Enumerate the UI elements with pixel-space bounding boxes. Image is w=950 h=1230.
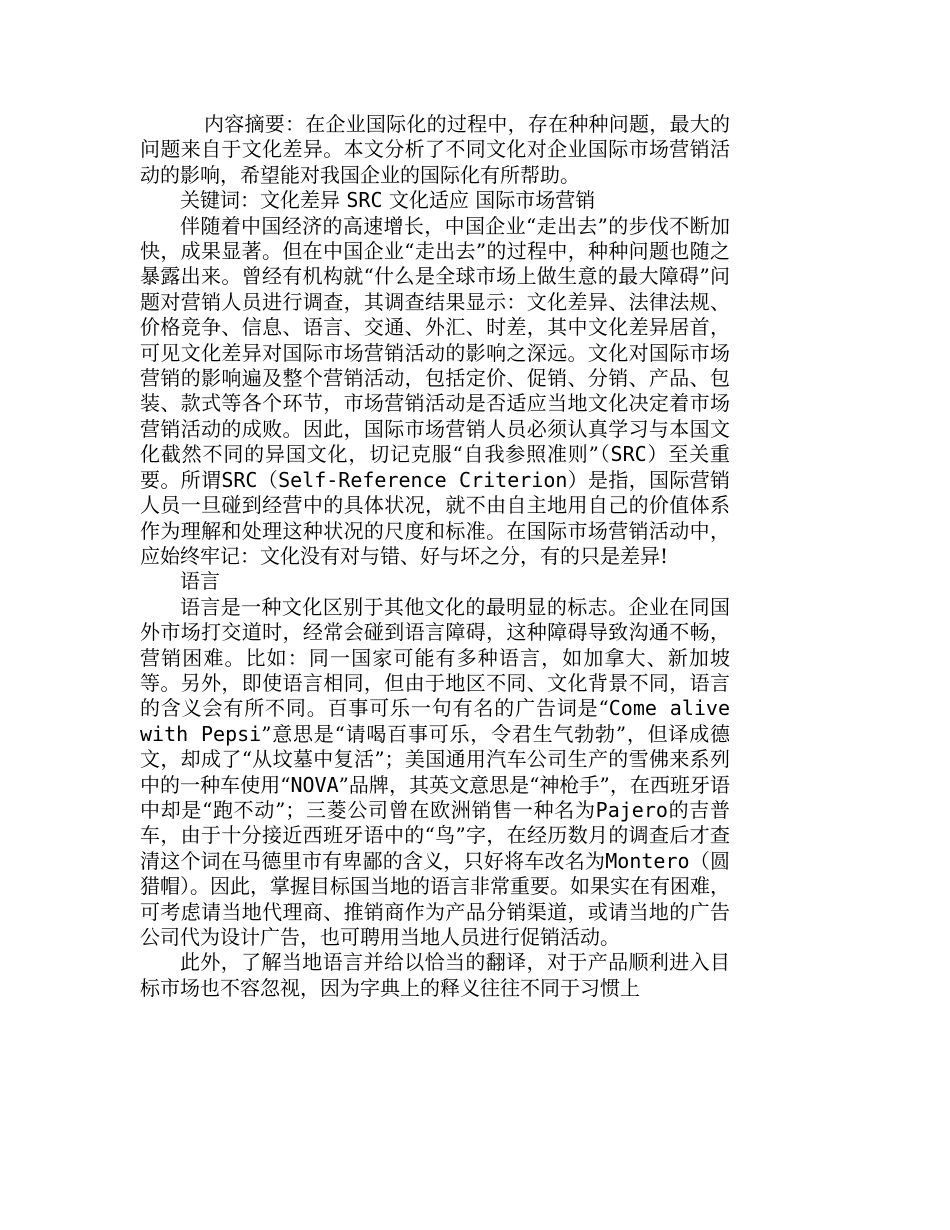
pajero-brand: Pajero bbox=[595, 797, 668, 822]
translation-paragraph bbox=[140, 950, 730, 1001]
intro-text-a: 伴随着中国经济的高速增长，中国企业“走出去”的步伐不断加快，成果显著。但在中国企业“走出去”的过程中，种种问题也随之暴露出来。曾经有机构就“什么是全球市场上做生意的最大障碍”问题对营销人员进行调查，其调查结果显示：文化差异、法律法规、价格竞争、信息、语言、交通、外汇、时差，其中文化差异居首，可见文化差异对国际市场营销活动的影响之深远。文化对国际市场营销的影响遍及整个营销活动，包括定价、促销、分销、产品、包装、款式等各个环节，市场营销活动是否适应当地文化决定着市场营销活动的成败。因此，国际市场营销人员必须认真学习与本国文化截然不同的异国文化，切记克服“自我参照准则”（ bbox=[140, 213, 730, 467]
intro-text-b: ）至关重要。所谓 bbox=[140, 442, 731, 492]
language-text-b: ”意思是“请喝百事可乐，令君生气勃勃”，但译成德文，却成了“从坟墓中复活”；美国通用汽车公司生产的雪佛来系列中的一种车使用“ bbox=[140, 721, 730, 797]
abstract-text: 内容摘要：在企业国际化的过程中，存在种种问题，最大的问题来自于文化差异。本文分析了不同文化对企业国际市场营销活动的影响，希望能对我国企业的国际化有所帮助。 bbox=[140, 112, 730, 187]
keyword-cultural-difference: 文化差异 bbox=[260, 188, 340, 213]
intro-paragraph bbox=[140, 214, 730, 570]
montero-brand: Montero bbox=[605, 848, 690, 873]
intro-text-c: （ bbox=[257, 467, 279, 492]
section-heading-language bbox=[140, 569, 730, 594]
abstract-paragraph bbox=[140, 112, 730, 188]
keyword-src: SRC bbox=[346, 188, 383, 213]
language-text-e: （圆猎帽）。因此，掌握目标国当地的语言非常重要。如果实在有困难，可考虑请当地代理商、推销商作为产品分销渠道，或请当地的广告公司代为设计广告，也可聘用当地人员进行促销活动。 bbox=[140, 848, 731, 949]
document-body bbox=[140, 112, 730, 1001]
keywords-line bbox=[140, 188, 730, 213]
keyword-cultural-adaptation: 文化适应 国际市场营销 bbox=[388, 188, 596, 213]
pepsi-slogan: Come alive with Pepsi bbox=[140, 696, 730, 746]
translation-text: 此外，了解当地语言并给以恰当的翻译，对于产品顺利进入目标市场也不容忽视，因为字典上的释义往往不同于习惯上 bbox=[140, 950, 730, 1000]
language-text-d: 的吉普车，由于十分接近西班牙语中的“鸟”字，在经历数月的调查后才查清这个词在马德里市有卑鄙的含义，只好将车改名为 bbox=[140, 797, 730, 873]
language-text-a: 语言是一种文化区别于其他文化的最明显的标志。企业在同国外市场打交道时，经常会碰到语言障碍，这种障碍导致沟通不畅，营销困难。比如：同一国家可能有多种语言，如加拿大、新加坡等。另外，即使语言相同，但由于地区不同、文化背景不同，语言的含义会有所不同。百事可乐一句有名的广告词是“ bbox=[140, 594, 730, 721]
keywords-label: 关键词： bbox=[180, 188, 260, 213]
section-heading-text: 语言 bbox=[180, 569, 220, 594]
intro-src-fullname: Self-Reference Criterion bbox=[278, 467, 568, 492]
nova-brand: NOVA bbox=[290, 772, 339, 797]
language-text-c: ”品牌，其英文意思是“神枪手”，在西班牙语中却是“跑不动”；三菱公司曾在欧洲销售一种名为 bbox=[140, 772, 730, 822]
intro-src-term-2: SRC bbox=[221, 467, 258, 492]
intro-src-term: SRC bbox=[610, 442, 647, 467]
intro-text-d: ）是指，国际营销人员一旦碰到经营中的具体状况，就不由自主地用自己的价值体系作为理解和处理这种状况的尺度和标准。在国际市场营销活动中，应始终牢记：文化没有对与错、好与坏之分，有的只是差异! bbox=[140, 467, 731, 568]
language-paragraph bbox=[140, 595, 730, 951]
